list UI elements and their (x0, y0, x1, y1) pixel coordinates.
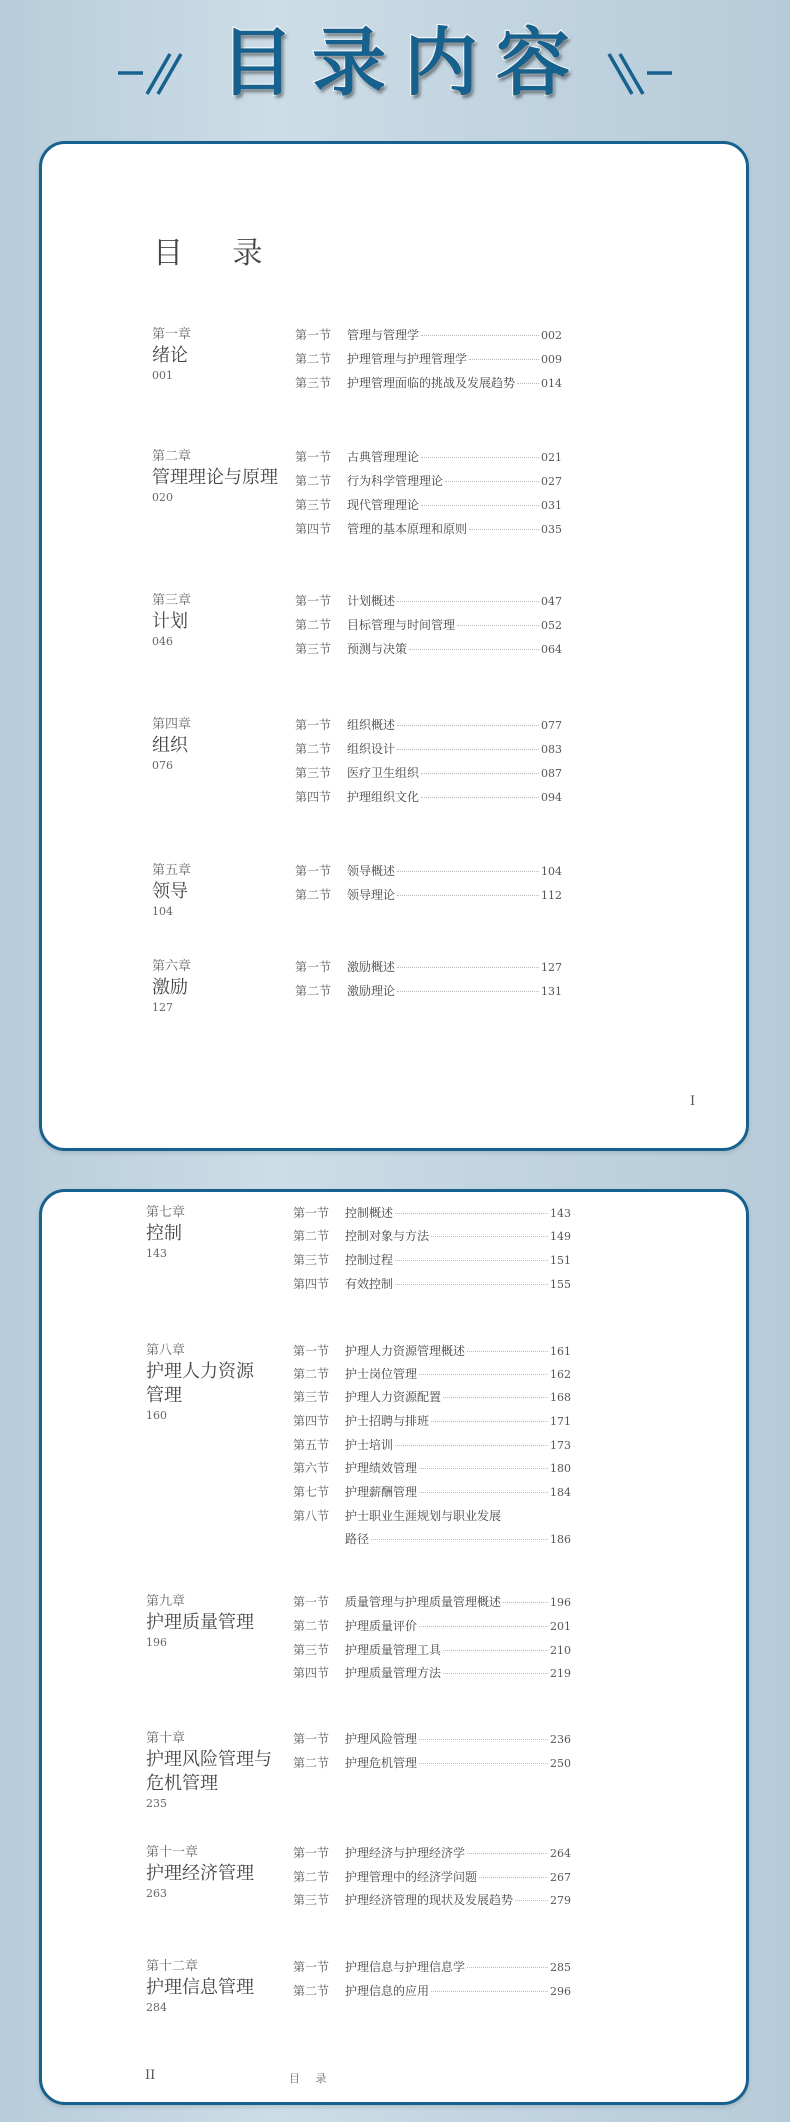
section-title: 护理信息与护理信息学 (345, 1960, 466, 1974)
dot-leader (469, 529, 539, 530)
section-label: 第二节 (295, 888, 332, 902)
section-title: 古典管理理论 (347, 450, 420, 464)
section-label: 第一节 (293, 1206, 330, 1220)
dot-leader (469, 359, 539, 360)
section-label: 第七节 (293, 1485, 330, 1499)
toc-entry[interactable] (295, 448, 562, 466)
chapter-title: 控制 (146, 1223, 182, 1244)
chapter-label: 第四章 (152, 717, 192, 732)
section-page: 149 (550, 1230, 571, 1243)
section-title: 护理质量管理方法 (345, 1666, 442, 1680)
section-page: 184 (550, 1486, 571, 1499)
page-number: I (690, 1094, 696, 1109)
section-title: 护理人力资源配置 (345, 1390, 442, 1404)
dot-leader (419, 1739, 548, 1740)
toc-entry[interactable] (295, 592, 562, 610)
chapter-7[interactable] (146, 1204, 264, 1262)
toc-entry[interactable] (293, 1754, 571, 1772)
chapter-label: 第二章 (152, 449, 192, 464)
chapter-title: 护理信息管理 (146, 1977, 254, 1998)
dot-leader (467, 1853, 548, 1854)
toc-entry[interactable] (293, 1227, 571, 1245)
chapter-4[interactable] (152, 716, 270, 774)
chapter-label: 第八章 (146, 1343, 186, 1358)
toc-entry[interactable] (293, 1593, 571, 1611)
chapter-label: 第十一章 (146, 1845, 199, 1860)
chapter-page: 160 (146, 1409, 167, 1422)
toc-entry[interactable] (293, 1891, 571, 1909)
section-title: 护理信息的应用 (345, 1984, 430, 1998)
toc-entry[interactable] (293, 1412, 571, 1430)
section-label: 第一节 (293, 1960, 330, 1974)
chapter-page: 143 (146, 1247, 167, 1260)
dot-leader (395, 1445, 548, 1446)
dot-leader (419, 1374, 548, 1375)
toc-entry[interactable] (293, 1664, 571, 1682)
section-label: 第一节 (295, 450, 332, 464)
chapter-5[interactable] (152, 862, 270, 920)
chapter-label: 第七章 (146, 1205, 186, 1220)
chapter-9[interactable] (146, 1593, 264, 1651)
section-page: 064 (541, 643, 562, 656)
chapter-page: 001 (152, 369, 173, 382)
toc-entry[interactable] (295, 496, 562, 514)
banner-title: 目录内容 (220, 20, 588, 106)
section-page: 112 (541, 889, 562, 902)
dot-leader (515, 1900, 548, 1901)
section-page: 162 (550, 1368, 571, 1381)
dot-leader (371, 1539, 548, 1540)
toc-entry[interactable] (293, 1730, 571, 1748)
section-label: 第四节 (293, 1277, 330, 1291)
section-title: 组织设计 (347, 742, 396, 756)
toc-entry[interactable] (295, 374, 562, 392)
section-label: 第四节 (293, 1666, 330, 1680)
toc-entry[interactable] (295, 520, 562, 538)
section-title: 激励理论 (347, 984, 396, 998)
toc-entry[interactable] (295, 640, 562, 658)
dot-leader (397, 967, 539, 968)
chapter-page: 076 (152, 759, 173, 772)
section-label: 第二节 (293, 1367, 330, 1381)
section-page: 201 (550, 1620, 571, 1633)
section-page: 009 (541, 353, 562, 366)
toc-entry[interactable] (293, 1365, 571, 1383)
chapter-page: 020 (152, 491, 173, 504)
section-page: 131 (541, 985, 562, 998)
section-title: 护理组织文化 (347, 790, 420, 804)
section-title: 质量管理与护理质量管理概述 (345, 1595, 502, 1609)
section-page: 151 (550, 1254, 571, 1267)
section-page: 094 (541, 791, 562, 804)
toc-entry[interactable] (293, 1958, 571, 1976)
dot-leader (479, 1877, 548, 1878)
dot-leader (443, 1397, 548, 1398)
section-title: 计划概述 (347, 594, 396, 608)
chapter-8[interactable] (146, 1342, 264, 1424)
section-label: 第三节 (293, 1643, 330, 1657)
section-label: 第三节 (295, 376, 332, 390)
section-label: 第二节 (293, 1619, 330, 1633)
section-title: 现代管理理论 (347, 498, 420, 512)
chapter-title: 绪论 (152, 345, 188, 366)
chapter-title: 护理人力资源管理 (146, 1361, 254, 1406)
section-label: 第一节 (295, 864, 332, 878)
section-label: 第一节 (293, 1732, 330, 1746)
section-page: 047 (541, 595, 562, 608)
section-title: 控制过程 (345, 1253, 394, 1267)
section-label: 第二节 (293, 1756, 330, 1770)
dot-leader (503, 1602, 548, 1603)
section-label: 第一节 (295, 718, 332, 732)
chapter-title: 激励 (152, 977, 188, 998)
chapter-label: 第九章 (146, 1594, 186, 1609)
section-title: 目标管理与时间管理 (347, 618, 456, 632)
chapter-page: 263 (146, 1887, 167, 1900)
section-label: 第八节 (293, 1509, 330, 1523)
toc-entry[interactable] (293, 1617, 571, 1635)
section-title: 控制概述 (345, 1206, 394, 1220)
section-label: 第一节 (293, 1344, 330, 1358)
toc-entry[interactable] (293, 1459, 571, 1477)
section-label: 第二节 (295, 984, 332, 998)
section-title: 护士培训 (345, 1438, 394, 1452)
section-title: 控制对象与方法 (345, 1229, 430, 1243)
toc-entry[interactable] (295, 472, 562, 490)
chapter-6[interactable] (152, 958, 270, 1016)
toc-entry[interactable] (293, 1204, 571, 1222)
section-label: 第三节 (293, 1390, 330, 1404)
dot-leader (445, 481, 539, 482)
dot-leader (431, 1421, 548, 1422)
section-page: 021 (541, 451, 562, 464)
chapter-1[interactable] (152, 326, 270, 384)
section-label: 第一节 (295, 594, 332, 608)
header-banner (0, 0, 790, 140)
dot-leader (421, 335, 539, 336)
dot-leader (421, 773, 539, 774)
dot-leader (421, 505, 539, 506)
dot-leader (397, 601, 539, 602)
dot-leader (421, 797, 539, 798)
toc-entry[interactable] (295, 616, 562, 634)
section-title: 护理人力资源管理概述 (345, 1344, 466, 1358)
section-label: 第三节 (295, 766, 332, 780)
section-title: 激励概述 (347, 960, 396, 974)
section-title: 护士职业生涯规划与职业发展 (345, 1509, 502, 1523)
section-label: 第二节 (293, 1229, 330, 1243)
toc-entry[interactable] (293, 1342, 571, 1360)
chapter-title: 护理风险管理与危机管理 (146, 1749, 272, 1794)
dot-leader (395, 1260, 548, 1261)
dot-leader (421, 457, 539, 458)
dot-leader (397, 991, 539, 992)
section-page: 171 (550, 1415, 571, 1428)
toc-entry[interactable] (295, 350, 562, 368)
section-page: 250 (550, 1757, 571, 1770)
section-page: 236 (550, 1733, 571, 1746)
section-title: 护理风险管理 (345, 1732, 418, 1746)
dot-leader (397, 749, 539, 750)
section-label: 第二节 (293, 1984, 330, 1998)
section-page: 173 (550, 1439, 571, 1452)
section-page: 027 (541, 475, 562, 488)
section-title: 预测与决策 (347, 642, 408, 656)
section-title: 有效控制 (345, 1277, 394, 1291)
dot-leader (397, 871, 539, 872)
section-title: 管理与管理学 (347, 328, 420, 342)
dot-leader (419, 1763, 548, 1764)
section-label: 第一节 (295, 960, 332, 974)
toc-entry-continuation[interactable] (345, 1530, 571, 1548)
section-page: 161 (550, 1345, 571, 1358)
toc-entry[interactable] (293, 1868, 571, 1886)
section-title: 护理质量管理工具 (345, 1643, 442, 1657)
chapter-3[interactable] (152, 592, 270, 650)
dot-leader (397, 725, 539, 726)
section-label: 第五节 (293, 1438, 330, 1452)
dot-leader (419, 1626, 548, 1627)
section-page: 083 (541, 743, 562, 756)
section-label: 第三节 (293, 1893, 330, 1907)
section-title: 护理管理面临的挑战及发展趋势 (347, 376, 516, 390)
section-page: 186 (550, 1533, 571, 1546)
section-title: 护士岗位管理 (345, 1367, 418, 1381)
toc-entry[interactable] (295, 862, 562, 880)
running-footer: 目 录 (289, 2072, 333, 2085)
toc-entry[interactable] (293, 1641, 571, 1659)
section-page: 035 (541, 523, 562, 536)
section-label: 第二节 (295, 474, 332, 488)
dot-leader (395, 1284, 548, 1285)
chapter-label: 第五章 (152, 863, 192, 878)
section-page: 052 (541, 619, 562, 632)
dot-leader (517, 383, 539, 384)
section-page: 143 (550, 1207, 571, 1220)
section-page: 279 (550, 1894, 571, 1907)
section-title: 领导概述 (347, 864, 396, 878)
chapter-label: 第十二章 (146, 1959, 199, 1974)
toc-entry[interactable] (295, 886, 562, 904)
section-title: 护理经济管理的现状及发展趋势 (345, 1893, 514, 1907)
chapter-12[interactable] (146, 1958, 264, 2016)
dot-leader (467, 1351, 548, 1352)
section-page: 014 (541, 377, 562, 390)
chapter-title: 计划 (152, 611, 188, 632)
chapter-page: 284 (146, 2001, 167, 2014)
section-title-continuation: 路径 (345, 1532, 370, 1546)
section-page: 104 (541, 865, 562, 878)
section-label: 第二节 (295, 742, 332, 756)
chapter-page: 046 (152, 635, 173, 648)
section-page: 031 (541, 499, 562, 512)
section-label: 第二节 (295, 618, 332, 632)
toc-entry[interactable] (295, 764, 562, 782)
chapter-label: 第六章 (152, 959, 192, 974)
section-page: 210 (550, 1644, 571, 1657)
section-title: 护理质量评价 (345, 1619, 418, 1633)
section-title: 医疗卫生组织 (347, 766, 420, 780)
section-label: 第三节 (295, 642, 332, 656)
dot-leader (431, 1236, 548, 1237)
chapter-title: 组织 (152, 735, 188, 756)
chapter-title: 管理理论与原理 (152, 467, 278, 488)
section-label: 第四节 (293, 1414, 330, 1428)
section-page: 168 (550, 1391, 571, 1404)
toc-entry[interactable] (293, 1982, 571, 2000)
toc-entry[interactable] (293, 1388, 571, 1406)
chapter-2[interactable] (152, 448, 292, 506)
chapter-11[interactable] (146, 1844, 264, 1902)
section-title: 组织概述 (347, 718, 396, 732)
section-title: 护士招聘与排班 (345, 1414, 430, 1428)
toc-entry[interactable] (293, 1483, 571, 1501)
section-title: 领导理论 (347, 888, 396, 902)
chapter-page: 235 (146, 1797, 167, 1810)
toc-entry[interactable] (293, 1251, 571, 1269)
section-page: 180 (550, 1462, 571, 1475)
dot-leader (443, 1673, 548, 1674)
chapter-title: 护理经济管理 (146, 1863, 254, 1884)
section-page: 077 (541, 719, 562, 732)
section-page: 002 (541, 329, 562, 342)
section-page: 087 (541, 767, 562, 780)
toc-entry[interactable] (295, 788, 562, 806)
section-label: 第一节 (295, 328, 332, 342)
toc-entry[interactable] (295, 740, 562, 758)
chapter-title: 护理质量管理 (146, 1612, 254, 1633)
chapter-label: 第一章 (152, 327, 192, 342)
section-page: 219 (550, 1667, 571, 1680)
dot-leader (397, 895, 539, 896)
chapter-label: 第三章 (152, 593, 192, 608)
chapter-label: 第十章 (146, 1731, 186, 1746)
chapter-title: 领导 (152, 881, 188, 902)
section-page: 127 (541, 961, 562, 974)
section-label: 第四节 (295, 522, 332, 536)
section-page: 264 (550, 1847, 571, 1860)
section-title: 护理管理中的经济学问题 (345, 1870, 478, 1884)
dot-leader (467, 1967, 548, 1968)
section-title: 护理管理与护理管理学 (347, 352, 468, 366)
section-title: 行为科学管理理论 (347, 474, 444, 488)
section-title: 护理危机管理 (345, 1756, 418, 1770)
chapter-page: 127 (152, 1001, 173, 1014)
section-label: 第二节 (293, 1870, 330, 1884)
section-page: 155 (550, 1278, 571, 1291)
chapter-page: 196 (146, 1636, 167, 1649)
section-label: 第三节 (293, 1253, 330, 1267)
section-label: 第一节 (293, 1595, 330, 1609)
chapter-10[interactable] (146, 1730, 276, 1812)
section-title: 管理的基本原理和原则 (347, 522, 468, 536)
toc-title: 目 录 (153, 236, 283, 271)
toc-entry[interactable] (293, 1507, 571, 1525)
dot-leader (395, 1213, 548, 1214)
page-number: II (145, 2068, 156, 2083)
toc-entry[interactable] (295, 982, 562, 1000)
section-label: 第二节 (295, 352, 332, 366)
toc-entry[interactable] (293, 1436, 571, 1454)
dot-leader (457, 625, 539, 626)
section-label: 第一节 (293, 1846, 330, 1860)
dot-leader (443, 1650, 548, 1651)
toc-entry[interactable] (295, 326, 562, 344)
dot-leader (419, 1492, 548, 1493)
section-page: 285 (550, 1961, 571, 1974)
section-page: 196 (550, 1596, 571, 1609)
section-title: 护理薪酬管理 (345, 1485, 418, 1499)
toc-entry[interactable] (295, 958, 562, 976)
section-label: 第三节 (295, 498, 332, 512)
section-page: 267 (550, 1871, 571, 1884)
dot-leader (419, 1468, 548, 1469)
section-label: 第四节 (295, 790, 332, 804)
toc-entry[interactable] (293, 1844, 571, 1862)
section-page: 296 (550, 1985, 571, 1998)
section-title: 护理经济与护理经济学 (345, 1846, 466, 1860)
section-title: 护理绩效管理 (345, 1461, 418, 1475)
toc-entry[interactable] (295, 716, 562, 734)
chapter-page: 104 (152, 905, 173, 918)
toc-entry[interactable] (293, 1275, 571, 1293)
dot-leader (431, 1991, 548, 1992)
dot-leader (409, 649, 539, 650)
section-label: 第六节 (293, 1461, 330, 1475)
